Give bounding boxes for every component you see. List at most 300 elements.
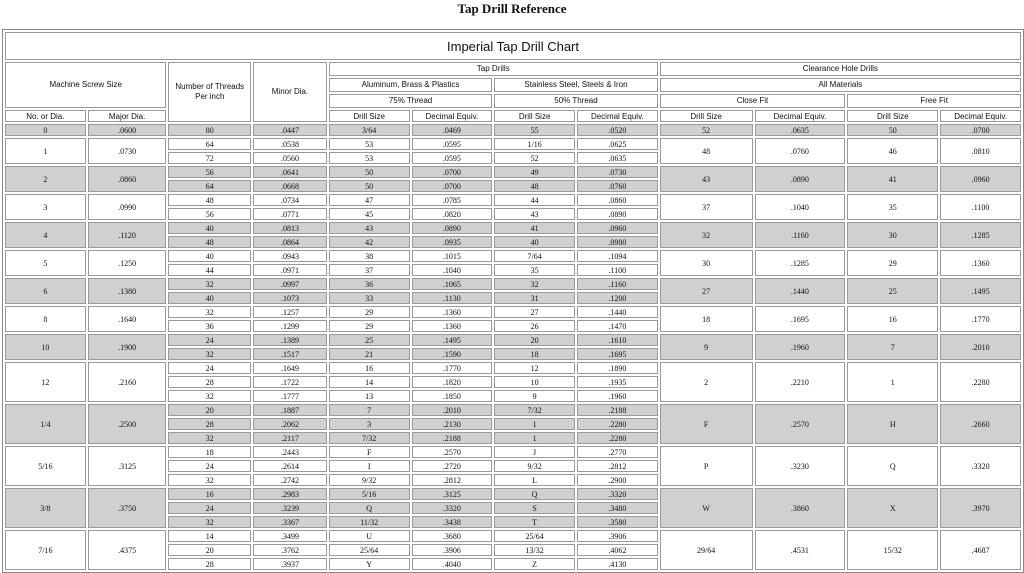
free-fit-decimal-cell: .1770 (940, 306, 1021, 332)
tap-decimal-cell: .2812 (412, 474, 493, 486)
threads-per-inch-cell: 32 (168, 390, 251, 402)
close-fit-drill-cell: W (660, 488, 753, 528)
steel-drill-size-cell: 49 (494, 166, 575, 178)
tap-drill-size-cell: 50 (329, 180, 410, 192)
col-close-decimal-equiv: Decimal Equiv. (755, 110, 846, 122)
close-fit-drill-cell: 32 (660, 222, 753, 248)
minor-dia-cell: .1649 (253, 362, 327, 374)
minor-dia-cell: .0734 (253, 194, 327, 206)
minor-dia-cell: .1073 (253, 292, 327, 304)
major-dia-cell: .0730 (88, 138, 167, 164)
tap-decimal-cell: .2570 (412, 446, 493, 458)
tap-drill-size-cell: 38 (329, 250, 410, 262)
steel-decimal-cell: .0760 (577, 180, 658, 192)
free-fit-drill-cell: H (847, 404, 938, 444)
steel-drill-size-cell: S (494, 502, 575, 514)
steel-decimal-cell: .2280 (577, 432, 658, 444)
threads-per-inch-cell: 32 (168, 516, 251, 528)
tap-drill-size-cell: 29 (329, 320, 410, 332)
threads-per-inch-cell: 24 (168, 460, 251, 472)
tap-drill-size-cell: 3/64 (329, 124, 410, 136)
table-row (5, 530, 1021, 542)
tap-decimal-cell: .1770 (412, 362, 493, 374)
table-row (5, 306, 1021, 318)
tap-decimal-cell: .0820 (412, 208, 493, 220)
tap-decimal-cell: .2130 (412, 418, 493, 430)
tap-decimal-cell: .2010 (412, 404, 493, 416)
minor-dia-cell: .0864 (253, 236, 327, 248)
table-row (5, 138, 1021, 150)
screw-size-cell: 3 (5, 194, 86, 220)
minor-dia-cell: .0813 (253, 222, 327, 234)
close-fit-drill-cell: 18 (660, 306, 753, 332)
steel-drill-size-cell: 12 (494, 362, 575, 374)
chart-title: Imperial Tap Drill Chart (5, 32, 1021, 60)
col-tap-drill-size: Drill Size (329, 110, 410, 122)
major-dia-cell: .0860 (88, 166, 167, 192)
steel-drill-size-cell: 9 (494, 390, 575, 402)
tap-drill-size-cell: 25/64 (329, 544, 410, 556)
minor-dia-cell: .1887 (253, 404, 327, 416)
threads-per-inch-cell: 48 (168, 194, 251, 206)
threads-per-inch-cell: 80 (168, 124, 251, 136)
close-fit-drill-cell: 9 (660, 334, 753, 360)
threads-per-inch-cell: 72 (168, 152, 251, 164)
free-fit-decimal-cell: .2280 (940, 362, 1021, 402)
screw-size-cell: 5/16 (5, 446, 86, 486)
threads-per-inch-cell: 24 (168, 362, 251, 374)
free-fit-drill-cell: 50 (847, 124, 938, 136)
major-dia-cell: .1380 (88, 278, 167, 304)
header-75-thread: 75% Thread (329, 94, 492, 108)
tap-drill-size-cell: 11/32 (329, 516, 410, 528)
major-dia-cell: .1900 (88, 334, 167, 360)
steel-drill-size-cell: 26 (494, 320, 575, 332)
table-row (5, 488, 1021, 500)
steel-drill-size-cell: 13/32 (494, 544, 575, 556)
threads-per-inch-cell: 36 (168, 320, 251, 332)
free-fit-decimal-cell: .2010 (940, 334, 1021, 360)
tap-decimal-cell: .1850 (412, 390, 493, 402)
tap-decimal-cell: .0469 (412, 124, 493, 136)
minor-dia-cell: .0771 (253, 208, 327, 220)
col-free-drill-size: Drill Size (847, 110, 938, 122)
tap-decimal-cell: .3125 (412, 488, 493, 500)
close-fit-drill-cell: 29/64 (660, 530, 753, 570)
steel-drill-size-cell: 55 (494, 124, 575, 136)
screw-size-cell: 2 (5, 166, 86, 192)
free-fit-decimal-cell: .0700 (940, 124, 1021, 136)
steel-drill-size-cell: 1 (494, 432, 575, 444)
close-fit-decimal-cell: .1960 (755, 334, 846, 360)
major-dia-cell: .1640 (88, 306, 167, 332)
steel-decimal-cell: .2812 (577, 460, 658, 472)
steel-decimal-cell: .1890 (577, 362, 658, 374)
tap-decimal-cell: .1590 (412, 348, 493, 360)
close-fit-decimal-cell: .1285 (755, 250, 846, 276)
free-fit-decimal-cell: .1285 (940, 222, 1021, 248)
threads-per-inch-cell: 32 (168, 306, 251, 318)
threads-per-inch-cell: 18 (168, 446, 251, 458)
tap-decimal-cell: .1820 (412, 376, 493, 388)
threads-per-inch-cell: 20 (168, 544, 251, 556)
close-fit-drill-cell: 2 (660, 362, 753, 402)
col-tap-decimal-equiv: Decimal Equiv. (412, 110, 493, 122)
tap-decimal-cell: .1015 (412, 250, 493, 262)
free-fit-decimal-cell: .2660 (940, 404, 1021, 444)
close-fit-drill-cell: 37 (660, 194, 753, 220)
minor-dia-cell: .0641 (253, 166, 327, 178)
tap-drill-size-cell: Q (329, 502, 410, 514)
tap-drill-size-cell: Y (329, 558, 410, 570)
minor-dia-cell: .2742 (253, 474, 327, 486)
free-fit-drill-cell: 16 (847, 306, 938, 332)
col-major-dia: Major Dia. (88, 110, 167, 122)
minor-dia-cell: .2614 (253, 460, 327, 472)
threads-per-inch-cell: 20 (168, 404, 251, 416)
tap-drill-size-cell: U (329, 530, 410, 542)
steel-decimal-cell: .0730 (577, 166, 658, 178)
minor-dia-cell: .0943 (253, 250, 327, 262)
close-fit-decimal-cell: .1440 (755, 278, 846, 304)
minor-dia-cell: .2443 (253, 446, 327, 458)
major-dia-cell: .2500 (88, 404, 167, 444)
tap-drill-size-cell: 37 (329, 264, 410, 276)
steel-drill-size-cell: 35 (494, 264, 575, 276)
minor-dia-cell: .0447 (253, 124, 327, 136)
minor-dia-cell: .2062 (253, 418, 327, 430)
steel-drill-size-cell: 40 (494, 236, 575, 248)
threads-per-inch-cell: 64 (168, 180, 251, 192)
minor-dia-cell: .1299 (253, 320, 327, 332)
close-fit-decimal-cell: .1160 (755, 222, 846, 248)
steel-drill-size-cell: 43 (494, 208, 575, 220)
screw-size-cell: 10 (5, 334, 86, 360)
header-stainless-steels-iron: Stainless Steel, Steels & Iron (494, 78, 657, 92)
header-threads-per-inch: Number of Threads Per inch (168, 62, 251, 122)
header-all-materials: All Materials (660, 78, 1021, 92)
close-fit-decimal-cell: .0635 (755, 124, 846, 136)
minor-dia-cell: .1257 (253, 306, 327, 318)
threads-per-inch-cell: 44 (168, 264, 251, 276)
chart-body (5, 124, 1021, 570)
tap-decimal-cell: .0595 (412, 138, 493, 150)
table-row (5, 362, 1021, 374)
minor-dia-cell: .0997 (253, 278, 327, 290)
tap-decimal-cell: .3906 (412, 544, 493, 556)
tap-decimal-cell: .2188 (412, 432, 493, 444)
tap-drill-size-cell: I (329, 460, 410, 472)
steel-decimal-cell: .3906 (577, 530, 658, 542)
tap-decimal-cell: .1065 (412, 278, 493, 290)
free-fit-drill-cell: 30 (847, 222, 938, 248)
table-row (5, 404, 1021, 416)
steel-decimal-cell: .1200 (577, 292, 658, 304)
threads-per-inch-cell: 40 (168, 292, 251, 304)
threads-per-inch-cell: 32 (168, 278, 251, 290)
threads-per-inch-cell: 28 (168, 376, 251, 388)
threads-per-inch-cell: 16 (168, 488, 251, 500)
major-dia-cell: .1250 (88, 250, 167, 276)
screw-size-cell: 7/16 (5, 530, 86, 570)
steel-decimal-cell: .1470 (577, 320, 658, 332)
close-fit-decimal-cell: .2210 (755, 362, 846, 402)
tap-decimal-cell: .3320 (412, 502, 493, 514)
major-dia-cell: .1120 (88, 222, 167, 248)
tap-drill-size-cell: 7 (329, 404, 410, 416)
steel-drill-size-cell: 10 (494, 376, 575, 388)
tap-drill-size-cell: 53 (329, 138, 410, 150)
tap-drill-size-cell: F (329, 446, 410, 458)
free-fit-drill-cell: Q (847, 446, 938, 486)
close-fit-decimal-cell: .3230 (755, 446, 846, 486)
steel-decimal-cell: .1094 (577, 250, 658, 262)
steel-drill-size-cell: T (494, 516, 575, 528)
minor-dia-cell: .3937 (253, 558, 327, 570)
free-fit-drill-cell: 1 (847, 362, 938, 402)
close-fit-drill-cell: P (660, 446, 753, 486)
free-fit-drill-cell: 46 (847, 138, 938, 164)
steel-drill-size-cell: J (494, 446, 575, 458)
free-fit-decimal-cell: .1100 (940, 194, 1021, 220)
steel-drill-size-cell: 20 (494, 334, 575, 346)
minor-dia-cell: .3499 (253, 530, 327, 542)
header-machine-screw-size: Machine Screw Size (5, 62, 166, 108)
threads-per-inch-cell: 56 (168, 208, 251, 220)
steel-decimal-cell: .3480 (577, 502, 658, 514)
minor-dia-cell: .3239 (253, 502, 327, 514)
tap-decimal-cell: .4040 (412, 558, 493, 570)
free-fit-decimal-cell: .4687 (940, 530, 1021, 570)
steel-decimal-cell: .2900 (577, 474, 658, 486)
free-fit-drill-cell: 7 (847, 334, 938, 360)
tap-drill-size-cell: 50 (329, 166, 410, 178)
table-row (5, 250, 1021, 262)
minor-dia-cell: .1722 (253, 376, 327, 388)
close-fit-drill-cell: 52 (660, 124, 753, 136)
threads-per-inch-cell: 32 (168, 348, 251, 360)
minor-dia-cell: .1777 (253, 390, 327, 402)
close-fit-drill-cell: F (660, 404, 753, 444)
free-fit-decimal-cell: .3970 (940, 488, 1021, 528)
tap-drill-size-cell: 42 (329, 236, 410, 248)
tap-decimal-cell: .1360 (412, 320, 493, 332)
table-row (5, 278, 1021, 290)
steel-drill-size-cell: 1/16 (494, 138, 575, 150)
minor-dia-cell: .0538 (253, 138, 327, 150)
tap-drill-size-cell: 25 (329, 334, 410, 346)
tap-decimal-cell: .0700 (412, 180, 493, 192)
steel-drill-size-cell: 44 (494, 194, 575, 206)
close-fit-drill-cell: 48 (660, 138, 753, 164)
threads-per-inch-cell: 40 (168, 250, 251, 262)
steel-drill-size-cell: 1 (494, 418, 575, 430)
page-title: Tap Drill Reference (457, 1, 567, 16)
steel-decimal-cell: .0625 (577, 138, 658, 150)
threads-per-inch-cell: 14 (168, 530, 251, 542)
free-fit-drill-cell: 41 (847, 166, 938, 192)
steel-drill-size-cell: L (494, 474, 575, 486)
major-dia-cell: .0990 (88, 194, 167, 220)
close-fit-decimal-cell: .0890 (755, 166, 846, 192)
minor-dia-cell: .2983 (253, 488, 327, 500)
header-aluminum-brass-plastics: Aluminum, Brass & Plastics (329, 78, 492, 92)
steel-drill-size-cell: 48 (494, 180, 575, 192)
free-fit-drill-cell: 29 (847, 250, 938, 276)
steel-decimal-cell: .1160 (577, 278, 658, 290)
tap-decimal-cell: .1360 (412, 306, 493, 318)
free-fit-decimal-cell: .0960 (940, 166, 1021, 192)
header-clearance-hole-drills: Clearance Hole Drills (660, 62, 1021, 76)
tap-drill-size-cell: 53 (329, 152, 410, 164)
threads-per-inch-cell: 32 (168, 432, 251, 444)
steel-drill-size-cell: 25/64 (494, 530, 575, 542)
close-fit-decimal-cell: .3860 (755, 488, 846, 528)
tap-decimal-cell: .1495 (412, 334, 493, 346)
col-close-drill-size: Drill Size (660, 110, 753, 122)
close-fit-drill-cell: 30 (660, 250, 753, 276)
threads-per-inch-cell: 28 (168, 418, 251, 430)
steel-drill-size-cell: 18 (494, 348, 575, 360)
steel-decimal-cell: .1960 (577, 390, 658, 402)
tap-decimal-cell: .0785 (412, 194, 493, 206)
table-row (5, 446, 1021, 458)
tap-drill-chart (2, 29, 1024, 573)
header-minor-dia: Minor Dia. (253, 62, 327, 122)
free-fit-drill-cell: 15/32 (847, 530, 938, 570)
steel-drill-size-cell: 32 (494, 278, 575, 290)
steel-drill-size-cell: 7/64 (494, 250, 575, 262)
threads-per-inch-cell: 24 (168, 334, 251, 346)
col-free-decimal-equiv: Decimal Equiv. (940, 110, 1021, 122)
free-fit-drill-cell: 35 (847, 194, 938, 220)
minor-dia-cell: .1389 (253, 334, 327, 346)
tap-decimal-cell: .0935 (412, 236, 493, 248)
steel-drill-size-cell: 41 (494, 222, 575, 234)
major-dia-cell: .3750 (88, 488, 167, 528)
screw-size-cell: 1 (5, 138, 86, 164)
screw-size-cell: 12 (5, 362, 86, 402)
col-steel-decimal-equiv: Decimal Equiv. (577, 110, 658, 122)
steel-drill-size-cell: Z (494, 558, 575, 570)
minor-dia-cell: .0560 (253, 152, 327, 164)
screw-size-cell: 8 (5, 306, 86, 332)
steel-decimal-cell: .0960 (577, 222, 658, 234)
table-row (5, 124, 1021, 136)
screw-size-cell: 0 (5, 124, 86, 136)
header-close-fit: Close Fit (660, 94, 846, 108)
tap-decimal-cell: .0890 (412, 222, 493, 234)
threads-per-inch-cell: 48 (168, 236, 251, 248)
minor-dia-cell: .0668 (253, 180, 327, 192)
threads-per-inch-cell: 56 (168, 166, 251, 178)
table-row (5, 222, 1021, 234)
tap-drill-size-cell: 43 (329, 222, 410, 234)
header-tap-drills: Tap Drills (329, 62, 658, 76)
free-fit-decimal-cell: .1495 (940, 278, 1021, 304)
steel-decimal-cell: .2188 (577, 404, 658, 416)
tap-drill-size-cell: 36 (329, 278, 410, 290)
free-fit-drill-cell: 25 (847, 278, 938, 304)
screw-size-cell: 3/8 (5, 488, 86, 528)
steel-decimal-cell: .3580 (577, 516, 658, 528)
table-row (5, 194, 1021, 206)
steel-drill-size-cell: 7/32 (494, 404, 575, 416)
steel-decimal-cell: .4062 (577, 544, 658, 556)
minor-dia-cell: .2117 (253, 432, 327, 444)
steel-drill-size-cell: 52 (494, 152, 575, 164)
tap-drill-size-cell: 5/16 (329, 488, 410, 500)
steel-decimal-cell: .0890 (577, 208, 658, 220)
table-row (5, 334, 1021, 346)
major-dia-cell: .4375 (88, 530, 167, 570)
tap-drill-size-cell: 29 (329, 306, 410, 318)
tap-drill-size-cell: 9/32 (329, 474, 410, 486)
major-dia-cell: .3125 (88, 446, 167, 486)
tap-drill-size-cell: 13 (329, 390, 410, 402)
close-fit-decimal-cell: .0760 (755, 138, 846, 164)
tap-decimal-cell: .3680 (412, 530, 493, 542)
screw-size-cell: 1/4 (5, 404, 86, 444)
col-no-or-dia: No. or Dia. (5, 110, 86, 122)
col-steel-drill-size: Drill Size (494, 110, 575, 122)
tap-decimal-cell: .0700 (412, 166, 493, 178)
close-fit-decimal-cell: .2570 (755, 404, 846, 444)
header-free-fit: Free Fit (847, 94, 1021, 108)
tap-drill-size-cell: 47 (329, 194, 410, 206)
tap-drill-size-cell: 21 (329, 348, 410, 360)
steel-decimal-cell: .0860 (577, 194, 658, 206)
steel-drill-size-cell: 27 (494, 306, 575, 318)
steel-decimal-cell: .1100 (577, 264, 658, 276)
minor-dia-cell: .1517 (253, 348, 327, 360)
close-fit-drill-cell: 43 (660, 166, 753, 192)
close-fit-decimal-cell: .1695 (755, 306, 846, 332)
steel-decimal-cell: .1935 (577, 376, 658, 388)
steel-decimal-cell: .1610 (577, 334, 658, 346)
tap-decimal-cell: .2720 (412, 460, 493, 472)
close-fit-drill-cell: 27 (660, 278, 753, 304)
close-fit-decimal-cell: .4531 (755, 530, 846, 570)
free-fit-decimal-cell: .3320 (940, 446, 1021, 486)
free-fit-drill-cell: X (847, 488, 938, 528)
screw-size-cell: 5 (5, 250, 86, 276)
steel-drill-size-cell: 9/32 (494, 460, 575, 472)
table-row (5, 166, 1021, 178)
tap-decimal-cell: .3438 (412, 516, 493, 528)
chart-table (3, 30, 1023, 572)
threads-per-inch-cell: 24 (168, 502, 251, 514)
steel-decimal-cell: .0635 (577, 152, 658, 164)
screw-size-cell: 6 (5, 278, 86, 304)
major-dia-cell: .2160 (88, 362, 167, 402)
minor-dia-cell: .3367 (253, 516, 327, 528)
steel-decimal-cell: .1440 (577, 306, 658, 318)
steel-decimal-cell: .2770 (577, 446, 658, 458)
threads-per-inch-cell: 64 (168, 138, 251, 150)
tap-drill-size-cell: 14 (329, 376, 410, 388)
steel-decimal-cell: .0520 (577, 124, 658, 136)
tap-drill-size-cell: 7/32 (329, 432, 410, 444)
major-dia-cell: .0600 (88, 124, 167, 136)
tap-drill-size-cell: 33 (329, 292, 410, 304)
steel-decimal-cell: .2280 (577, 418, 658, 430)
minor-dia-cell: .0971 (253, 264, 327, 276)
steel-drill-size-cell: Q (494, 488, 575, 500)
tap-drill-size-cell: 45 (329, 208, 410, 220)
threads-per-inch-cell: 40 (168, 222, 251, 234)
free-fit-decimal-cell: .1360 (940, 250, 1021, 276)
